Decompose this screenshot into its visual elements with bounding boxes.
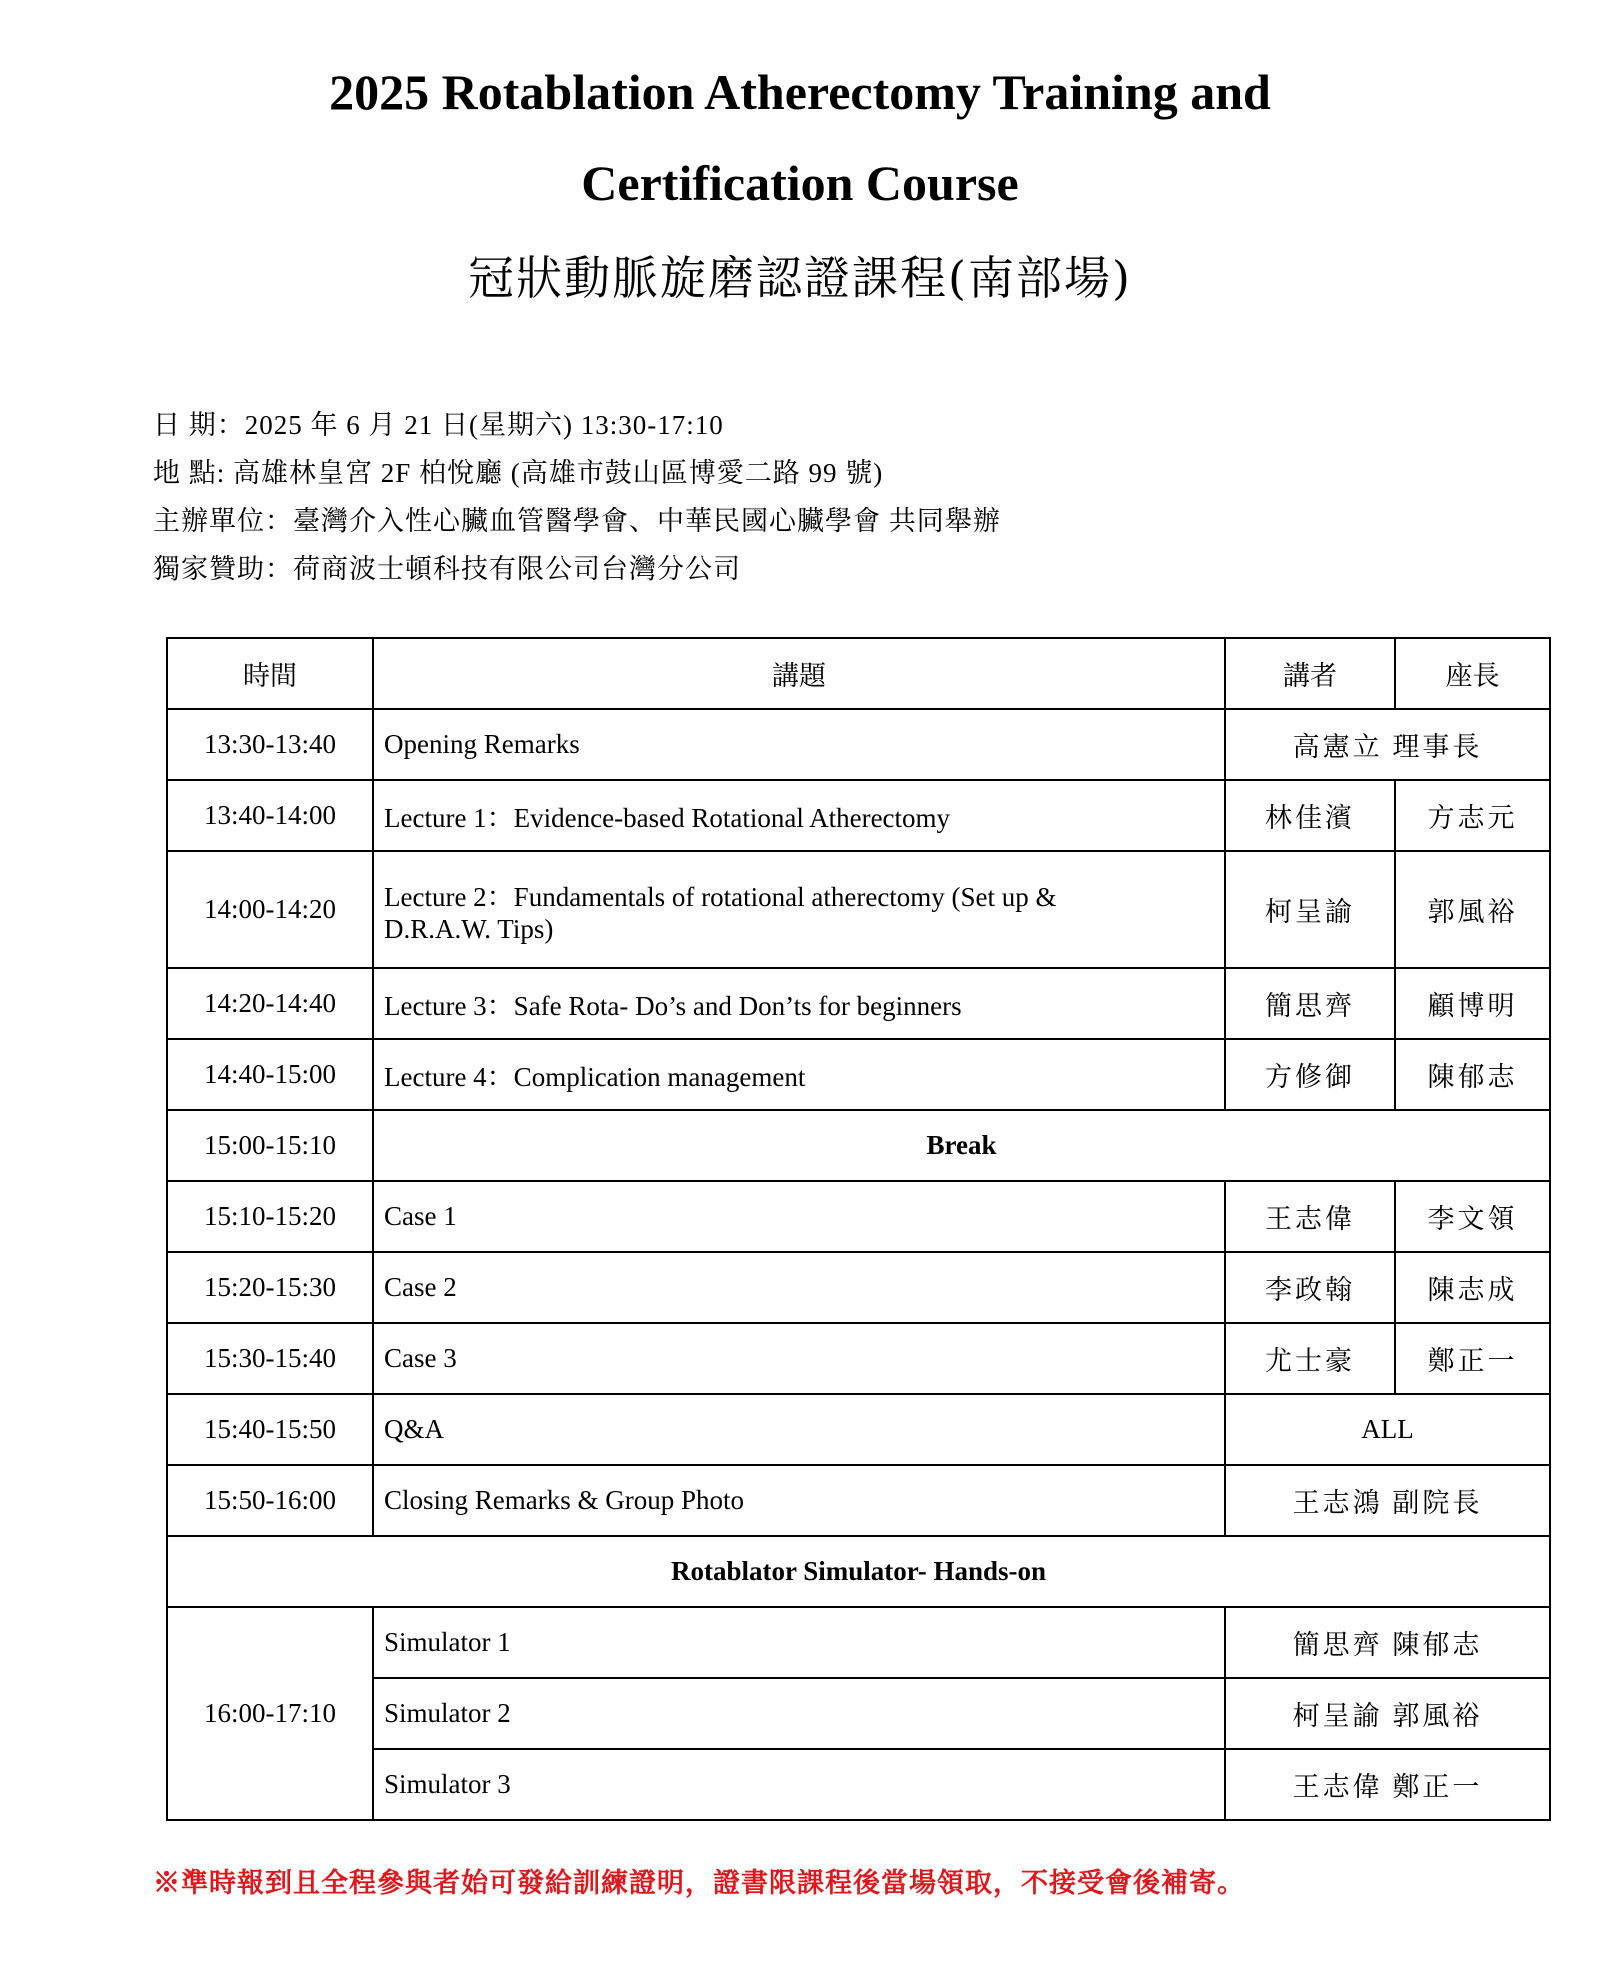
- row-chair: 陳志成: [1395, 1252, 1550, 1323]
- row-time: 15:20-15:30: [167, 1252, 373, 1323]
- row-time: 15:40-15:50: [167, 1394, 373, 1465]
- row-time: 15:10-15:20: [167, 1181, 373, 1252]
- table-row: [167, 851, 1550, 968]
- title-line-1: 2025 Rotablation Atherectomy Training and: [329, 64, 1271, 120]
- event-sponsor: 獨家贊助：荷商波士頓科技有限公司台灣分公司: [153, 554, 741, 584]
- row-topic: Opening Remarks: [373, 709, 1225, 780]
- event-date: 日 期：2025 年 6 月 21 日(星期六) 13:30-17:10: [153, 410, 724, 440]
- header-time: 時間: [167, 638, 373, 709]
- row-topic: Closing Remarks & Group Photo: [373, 1465, 1225, 1536]
- row-topic: [373, 851, 1225, 968]
- table-row: [167, 968, 1550, 1039]
- row-chair: 顧博明: [1395, 968, 1550, 1039]
- row-topic: Case 2: [373, 1252, 1225, 1323]
- row-topic-line-1: Lecture 2：Fundamentals of rotational atherectomy (Set up &: [384, 881, 1057, 912]
- simulator-name: Simulator 3: [373, 1749, 1225, 1820]
- row-time: 15:30-15:40: [167, 1323, 373, 1394]
- row-time: 13:30-13:40: [167, 709, 373, 780]
- table-header-row: [167, 638, 1550, 709]
- table-row: [167, 1252, 1550, 1323]
- row-merged-name: 高憲立 理事長: [1225, 709, 1550, 780]
- header-chair: 座長: [1395, 638, 1550, 709]
- table-row: [167, 780, 1550, 851]
- row-speaker: 尤士豪: [1225, 1323, 1395, 1394]
- row-chair: 郭風裕: [1395, 851, 1550, 968]
- simulator-row: [167, 1678, 1550, 1749]
- handson-title: Rotablator Simulator- Hands-on: [167, 1536, 1550, 1607]
- row-time: 14:40-15:00: [167, 1039, 373, 1110]
- row-chair: 鄭正一: [1395, 1323, 1550, 1394]
- header-topic: 講題: [373, 638, 1225, 709]
- row-topic: Lecture 3：Safe Rota- Do’s and Don’ts for beginners: [373, 968, 1225, 1039]
- schedule-table: [166, 637, 1551, 1821]
- row-time: 15:50-16:00: [167, 1465, 373, 1536]
- table-row: [167, 1323, 1550, 1394]
- row-speaker: 方修御: [1225, 1039, 1395, 1110]
- row-topic: Lecture 4：Complication management: [373, 1039, 1225, 1110]
- row-merged-name: 王志鴻 副院長: [1225, 1465, 1550, 1536]
- simulator-row: [167, 1607, 1550, 1678]
- row-speaker: 李政翰: [1225, 1252, 1395, 1323]
- row-speaker: 林佳濱: [1225, 780, 1395, 851]
- row-chair: 李文領: [1395, 1181, 1550, 1252]
- row-merged-name: ALL: [1225, 1394, 1550, 1465]
- simulator-name: Simulator 2: [373, 1678, 1225, 1749]
- row-chair: 陳郁志: [1395, 1039, 1550, 1110]
- header-speaker: 講者: [1225, 638, 1395, 709]
- table-row-break: [167, 1110, 1550, 1181]
- simulator-staff: 王志偉 鄭正一: [1225, 1749, 1550, 1820]
- event-organizer: 主辦單位：臺灣介入性心臟血管醫學會、中華民國心臟學會 共同舉辦: [153, 506, 1001, 536]
- row-topic: Q&A: [373, 1394, 1225, 1465]
- simulator-row: [167, 1749, 1550, 1820]
- handson-header-row: [167, 1536, 1550, 1607]
- simulator-staff: 柯呈諭 郭風裕: [1225, 1678, 1550, 1749]
- table-row: [167, 1181, 1550, 1252]
- row-time: 14:00-14:20: [167, 851, 373, 968]
- simulator-staff: 簡思齊 陳郁志: [1225, 1607, 1550, 1678]
- row-topic: Case 3: [373, 1323, 1225, 1394]
- table-row: [167, 1394, 1550, 1465]
- table-row: [167, 1465, 1550, 1536]
- event-venue: 地 點: 高雄林皇宮 2F 柏悅廳 (高雄市鼓山區博愛二路 99 號): [153, 458, 884, 488]
- row-time: 13:40-14:00: [167, 780, 373, 851]
- title-line-2: Certification Course: [581, 155, 1019, 211]
- simulator-name: Simulator 1: [373, 1607, 1225, 1678]
- row-speaker: 簡思齊: [1225, 968, 1395, 1039]
- row-time: 15:00-15:10: [167, 1110, 373, 1181]
- break-label: Break: [373, 1110, 1550, 1181]
- row-speaker: 柯呈諭: [1225, 851, 1395, 968]
- title-chinese: 冠狀動脈旋磨認證課程(南部場): [468, 251, 1132, 305]
- table-row: [167, 709, 1550, 780]
- certificate-note: ※準時報到且全程參與者始可發給訓練證明，證書限課程後當場領取，不接受會後補寄。: [153, 1868, 1245, 1898]
- row-topic: Case 1: [373, 1181, 1225, 1252]
- row-speaker: 王志偉: [1225, 1181, 1395, 1252]
- row-chair: 方志元: [1395, 780, 1550, 851]
- table-row: [167, 1039, 1550, 1110]
- handson-time: 16:00-17:10: [167, 1607, 373, 1820]
- row-topic: Lecture 1：Evidence-based Rotational Atherectomy: [373, 780, 1225, 851]
- row-topic-line-2: D.R.A.W. Tips): [384, 913, 554, 944]
- row-time: 14:20-14:40: [167, 968, 373, 1039]
